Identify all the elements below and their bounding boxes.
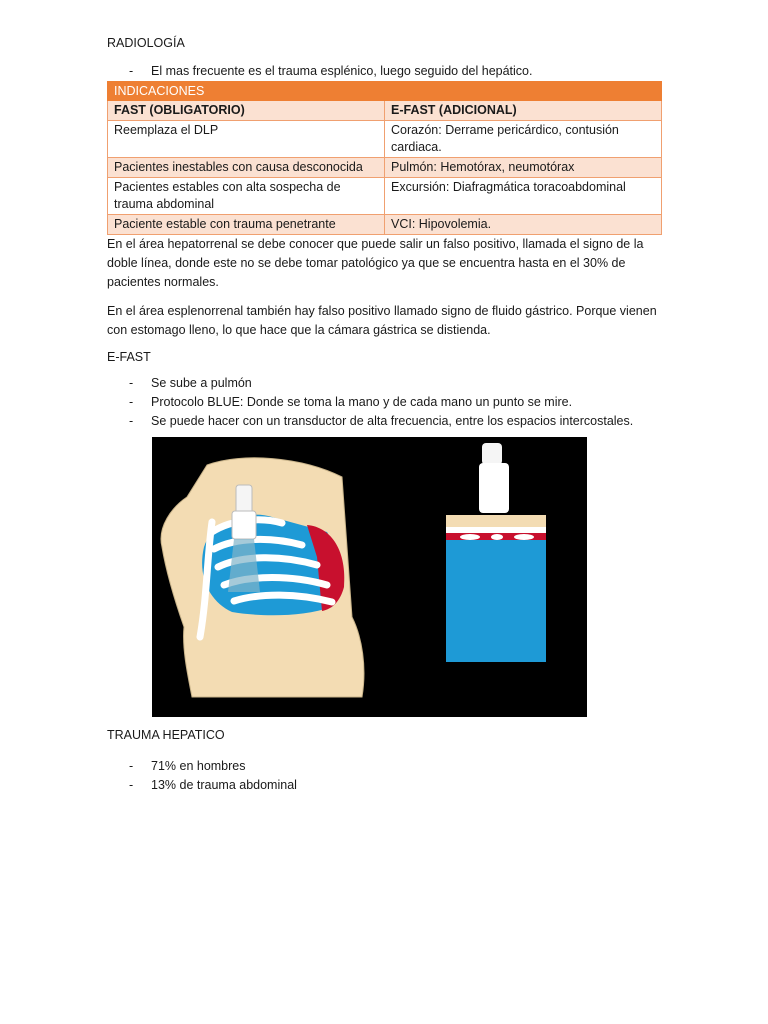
paragraph-esplenorrenal: En el área esplenorrenal también hay falso positivo llamado signo de fluido gástrico. Porque vienen con estomago lleno, lo que hace que la cámara gástrica se distienda. — [107, 304, 657, 337]
list-item: - El mas frecuente es el trauma esplénico, luego seguido del hepático. — [107, 62, 662, 81]
efast-illustration — [152, 437, 587, 717]
column-header-efast: E-FAST (ADICIONAL) — [385, 101, 662, 121]
thorax-ultrasound-image — [152, 437, 587, 717]
section-title: RADIOLOGÍA — [107, 36, 185, 50]
column-header-fast: FAST (OBLIGATORIO) — [108, 101, 385, 121]
trauma-list-container — [107, 757, 662, 795]
efast-list — [107, 374, 662, 431]
table-row — [108, 178, 662, 215]
indications-table — [107, 81, 662, 235]
table-cell: Pulmón: Hemotórax, neumotórax — [385, 158, 662, 178]
list-item: - 13% de trauma abdominal — [107, 776, 662, 795]
trauma-title: TRAUMA HEPATICO — [107, 728, 225, 742]
table-cell: Pacientes inestables con causa desconocida — [108, 158, 385, 178]
table-cell: Excursión: Diafragmática toracoabdominal — [385, 178, 662, 215]
table-row — [108, 121, 662, 158]
list-item: - Se sube a pulmón — [107, 374, 662, 393]
list-item: - Se puede hacer con un transductor de alta frecuencia, entre los espacios intercostales. — [107, 412, 662, 431]
table-row — [108, 158, 662, 178]
table-row — [108, 215, 662, 235]
list-item: - Protocolo BLUE: Donde se toma la mano y de cada mano un punto se mire. — [107, 393, 662, 412]
list-item: - 71% en hombres — [107, 757, 662, 776]
paragraph-hepatorrenal: En el área hepatorrenal se debe conocer que puede salir un falso positivo, llamada el signo de la doble línea, donde este no se debe tomar patológico ya que se encuentra hasta en el 30% de pacientes normales. — [107, 237, 644, 289]
efast-title: E-FAST — [107, 350, 151, 364]
table-cell: Reemplaza el DLP — [108, 121, 385, 158]
trauma-list — [107, 757, 662, 795]
table-cell: Corazón: Derrame pericárdico, contusión cardiaca. — [385, 121, 662, 158]
table-title: INDICACIONES — [108, 82, 662, 101]
intro-list — [107, 62, 662, 81]
document-body — [107, 36, 662, 431]
table-cell: Pacientes estables con alta sospecha de trauma abdominal — [108, 178, 385, 215]
table-cell: Paciente estable con trauma penetrante — [108, 215, 385, 235]
table-cell: VCI: Hipovolemia. — [385, 215, 662, 235]
